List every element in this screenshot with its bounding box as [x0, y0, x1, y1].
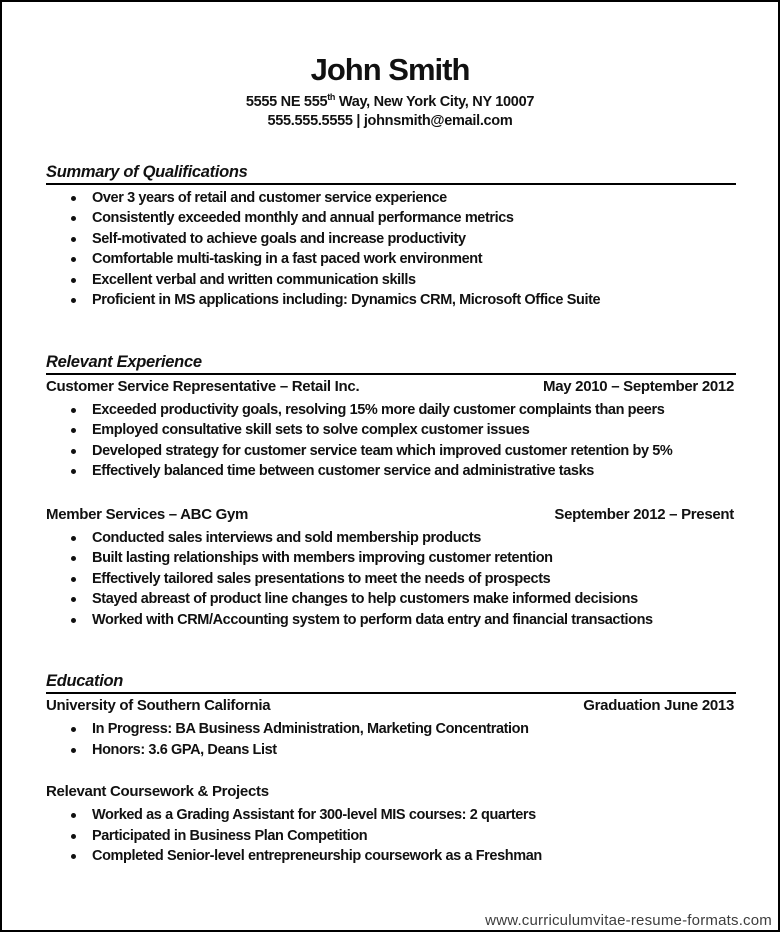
job-dates: May 2010 – September 2012	[543, 377, 734, 395]
summary-bullet-list	[44, 188, 736, 311]
section-education	[44, 670, 736, 867]
job-bullet-list	[44, 528, 736, 631]
person-name: John Smith	[310, 52, 470, 87]
contact-line: 555.555.5555 | johnsmith@email.com	[267, 112, 513, 129]
job-bullet: Effectively tailored sales presentations to meet the needs of prospects	[44, 569, 736, 590]
coursework-heading: Relevant Coursework & Projects	[46, 783, 269, 801]
experience-section-title: Relevant Experience	[46, 351, 736, 375]
job-bullet: Exceeded productivity goals, resolving 15% more daily customer complaints than peers	[44, 400, 736, 421]
job-bullet: Conducted sales interviews and sold membership products	[44, 528, 736, 549]
job-entry	[44, 504, 736, 631]
job-dates: September 2012 – Present	[554, 505, 734, 523]
education-section-title: Education	[46, 670, 736, 694]
job-bullet: Effectively balanced time between customer service and administrative tasks	[44, 461, 736, 482]
address-ordinal: th	[327, 92, 336, 102]
job-bullet: Built lasting relationships with members improving customer retention	[44, 548, 736, 569]
watermark-url: www.curriculumvitae-resume-formats.com	[485, 912, 772, 929]
education-dates: Graduation June 2013	[583, 697, 734, 715]
summary-bullet: Excellent verbal and written communication skills	[44, 270, 736, 291]
address-pre: 5555 NE 555	[245, 93, 328, 110]
job-bullet: Developed strategy for customer service team which improved customer retention by 5%	[44, 441, 736, 462]
job-heading-row	[44, 376, 736, 397]
summary-bullet: Over 3 years of retail and customer service experience	[44, 188, 736, 209]
job-entry	[44, 376, 736, 482]
section-experience	[44, 351, 736, 631]
job-bullet: Employed consultative skill sets to solve complex customer issues	[44, 420, 736, 441]
resume-header	[44, 52, 736, 131]
coursework-bullet: Worked as a Grading Assistant for 300-level MIS courses: 2 quarters	[44, 805, 736, 826]
education-bullet: In Progress: BA Business Administration, Marketing Concentration	[44, 719, 736, 740]
job-heading-row	[44, 504, 736, 525]
education-bullet: Honors: 3.6 GPA, Deans List	[44, 740, 736, 761]
job-role: Member Services – ABC Gym	[46, 505, 249, 523]
address-post: Way, New York City, NY 10007	[335, 93, 535, 110]
summary-bullet: Self-motivated to achieve goals and increase productivity	[44, 229, 736, 250]
job-bullet: Worked with CRM/Accounting system to perform data entry and financial transactions	[44, 610, 736, 631]
summary-bullet: Comfortable multi-tasking in a fast paced work environment	[44, 249, 736, 270]
education-school: University of Southern California	[46, 697, 271, 715]
coursework-bullet: Completed Senior-level entrepreneurship coursework as a Freshman	[44, 846, 736, 867]
summary-section-title: Summary of Qualifications	[46, 161, 736, 185]
coursework-bullet: Participated in Business Plan Competition	[44, 826, 736, 847]
education-bullet-list	[44, 719, 736, 760]
address-line	[44, 88, 736, 112]
summary-bullet: Consistently exceeded monthly and annual performance metrics	[44, 208, 736, 229]
education-heading-row	[44, 695, 736, 716]
section-summary	[44, 161, 736, 311]
summary-bullet: Proficient in MS applications including: Dynamics CRM, Microsoft Office Suite	[44, 290, 736, 311]
job-bullet-list	[44, 400, 736, 482]
job-bullet: Stayed abreast of product line changes to help customers make informed decisions	[44, 589, 736, 610]
job-role: Customer Service Representative – Retail Inc.	[46, 377, 360, 395]
coursework-bullet-list	[44, 805, 736, 867]
